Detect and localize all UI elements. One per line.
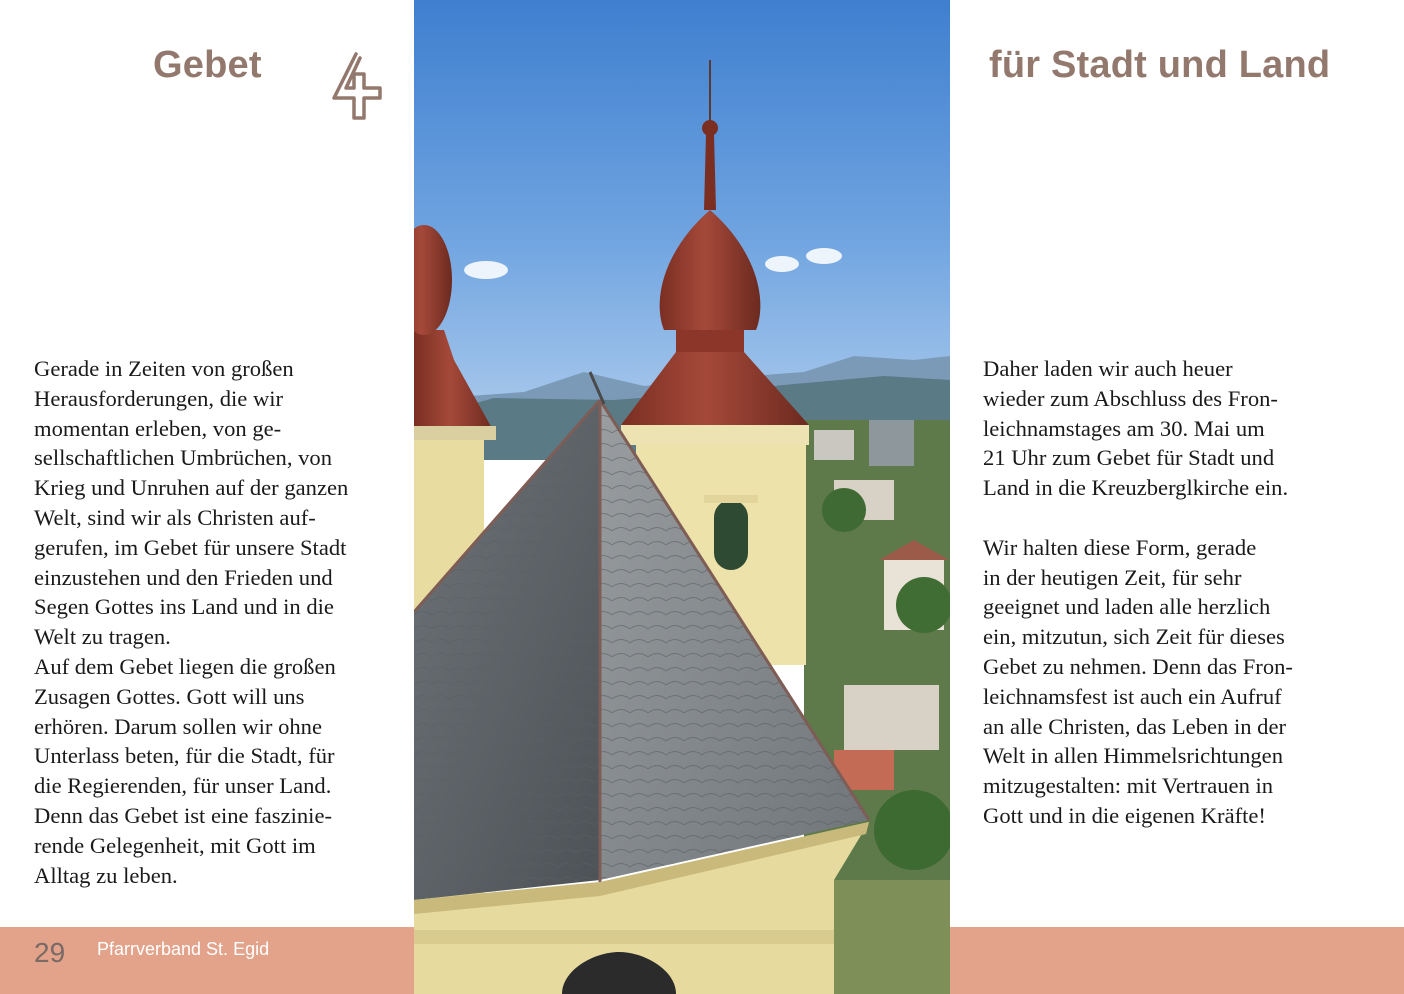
publisher-name: Pfarrverband St. Egid — [97, 939, 270, 959]
page-number: 29 — [34, 937, 66, 968]
footer-band-right — [950, 927, 1404, 994]
page-heading-left: Gebet — [153, 44, 262, 86]
number-four-cross-icon — [326, 52, 386, 124]
body-text-left: Gerade in Zeiten von großen Herausforderungen, die wir momentan erleben, von ge- sellschaftlichen Umbrüchen, von Krieg und Unruhen auf der ganzen Welt, sind wir als Christen auf- gerufen, im Gebet für unsere Stadt einzustehen und den Frieden und Segen Gottes ins Land und in die Welt zu tragen. Auf dem Gebet liegen die großen Zusagen Gottes. Gott will uns erhören. Darum sollen wir ohne Unterlass beten, für die Stadt, für die Regierenden, für unser Land. Denn das Gebet ist eine faszinie- rende Gelegenheit, mit Gott im Alltag zu leben. — [34, 356, 349, 888]
photo-illustration — [414, 0, 950, 994]
left-page — [0, 0, 414, 994]
footer-band-left — [0, 927, 414, 994]
right-page — [950, 0, 1404, 994]
page-heading-right: für Stadt und Land — [989, 44, 1331, 86]
church-towers-photo — [414, 0, 950, 994]
body-text-right: Daher laden wir auch heuer wieder zum Abschluss des Fron- leichnamstages am 30. Mai um 21 Uhr zum Gebet für Stadt und Land in die Kreuzberglkirche ein. Wir halten diese Form, gerade in der heutigen Zeit, für sehr geeignet und laden alle herzlich ein, mitzutun, sich Zeit für dieses Gebet zu nehmen. Denn das Fron- leichnamsfest ist auch ein Aufruf an alle Christen, das Leben in der Welt in allen Himmelsrichtungen mitzugestalten: mit Vertrauen in Gott und in die eigenen Kräfte! — [983, 356, 1293, 828]
